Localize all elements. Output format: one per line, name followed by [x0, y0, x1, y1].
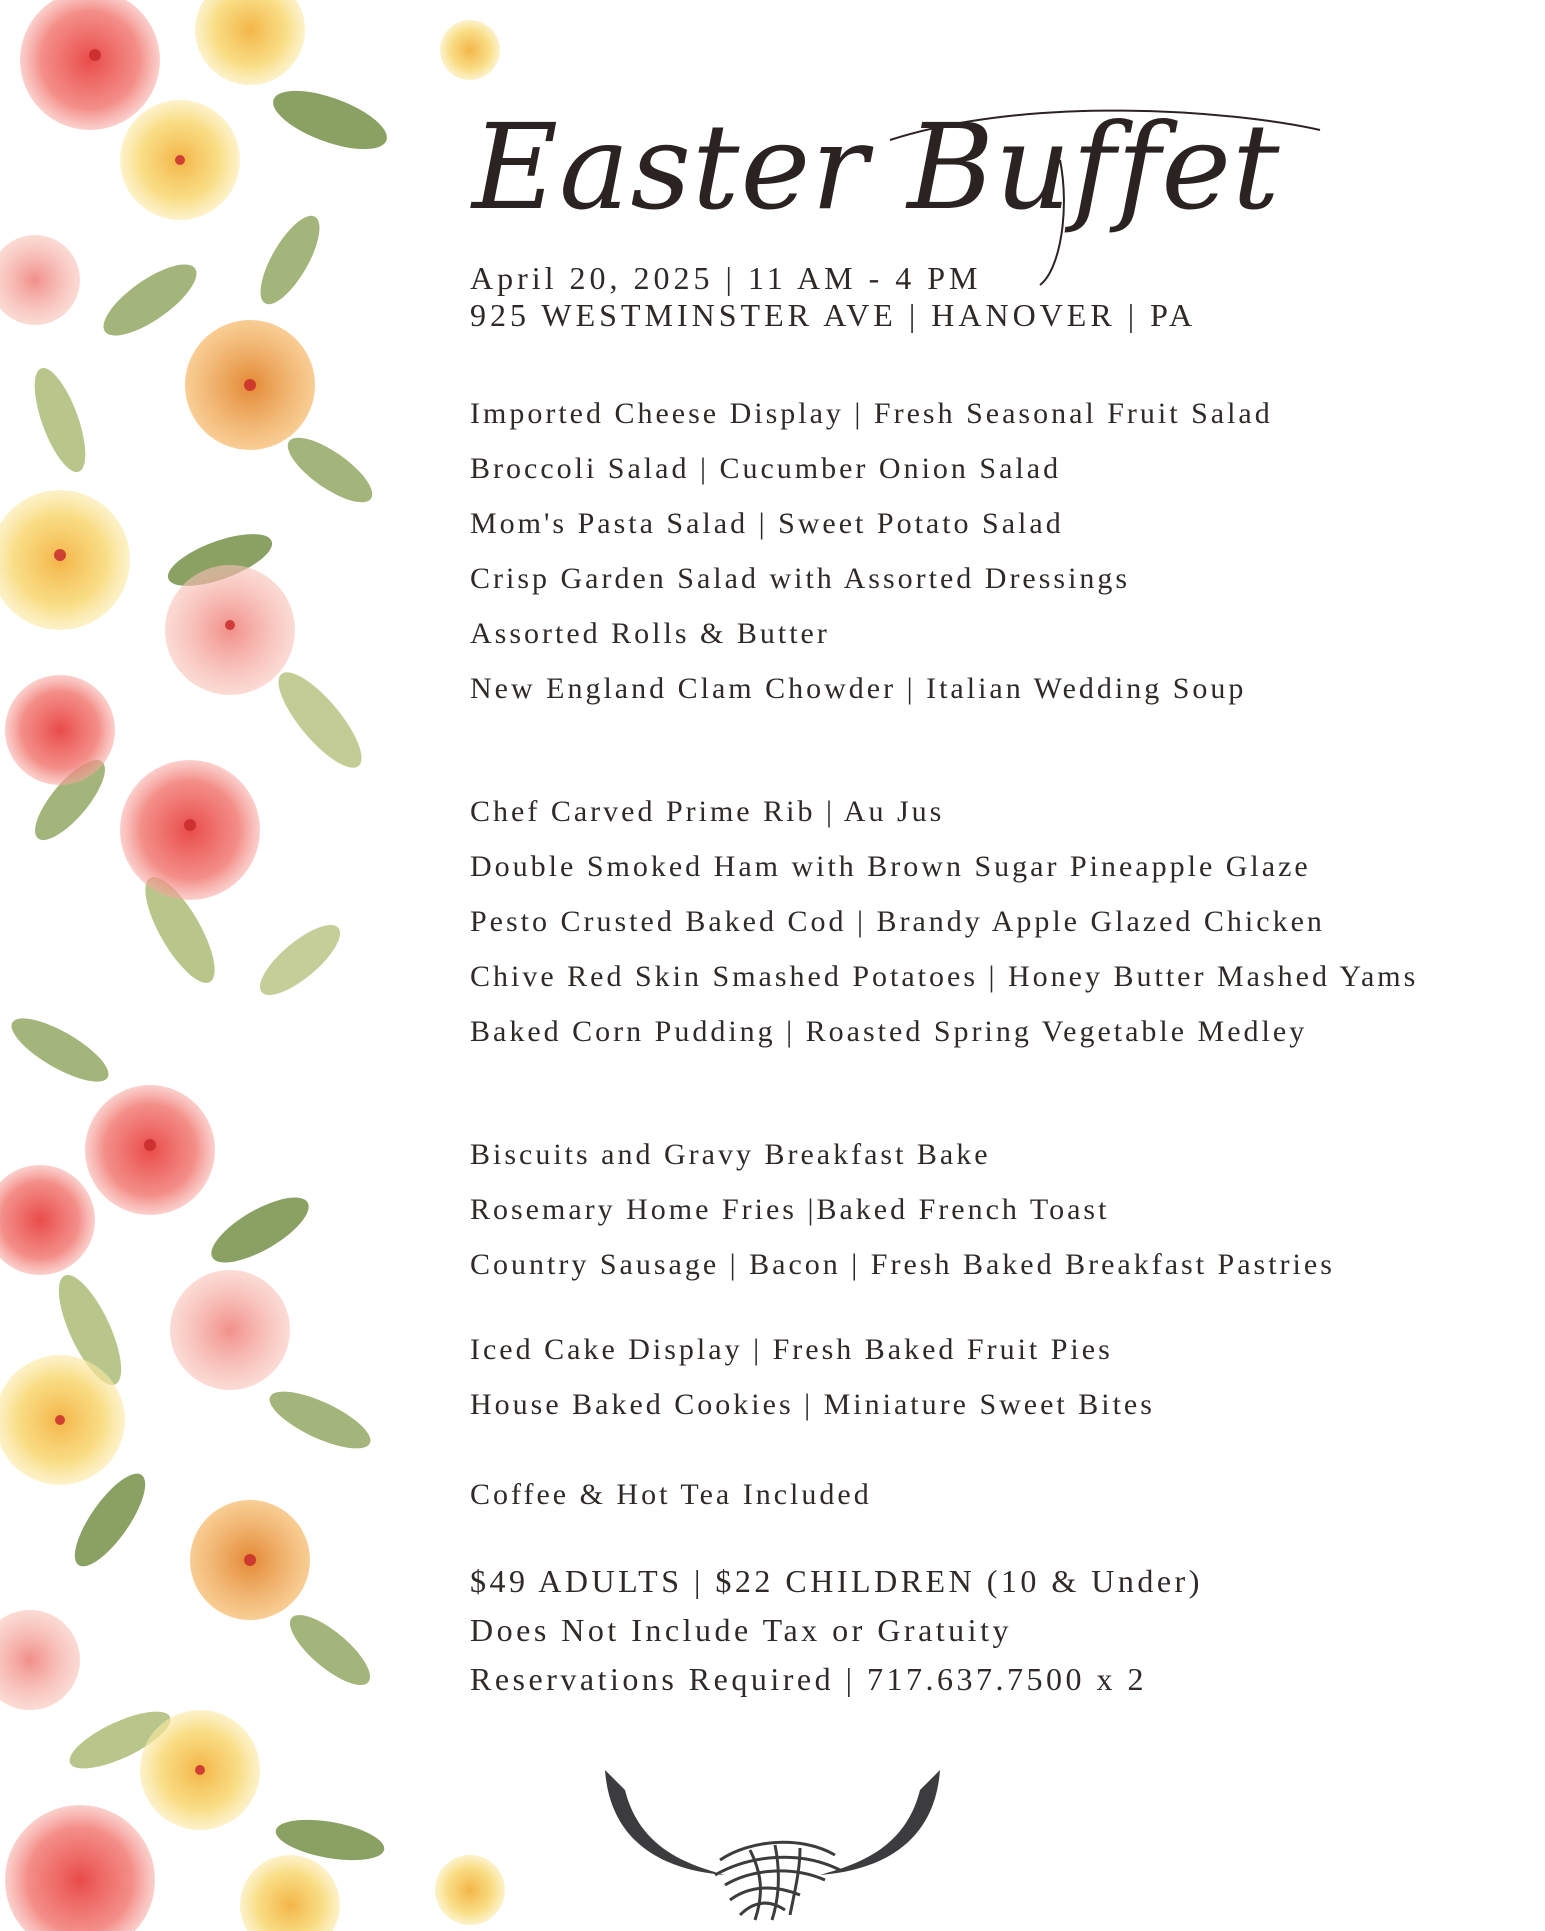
menu-item: Imported Cheese Display | Fresh Seasonal Fruit Salad: [470, 397, 1273, 430]
menu-item: Double Smoked Ham with Brown Sugar Pineapple Glaze: [470, 850, 1311, 883]
menu-section-starters: [470, 386, 1530, 716]
longhorn-bull-icon: [600, 1760, 945, 1925]
menu-item: House Baked Cookies | Miniature Sweet Bites: [470, 1388, 1155, 1421]
reservation-info: Reservations Required | 717.637.7500 x 2: [470, 1661, 1147, 1697]
event-address: 925 WESTMINSTER AVE | HANOVER | PA: [470, 297, 1197, 333]
menu-item: Coffee & Hot Tea Included: [470, 1478, 872, 1511]
tax-note: Does Not Include Tax or Gratuity: [470, 1612, 1012, 1648]
menu-item: Pesto Crusted Baked Cod | Brandy Apple Glazed Chicken: [470, 905, 1325, 938]
menu-item: Crisp Garden Salad with Assorted Dressings: [470, 562, 1131, 595]
menu-item: Chive Red Skin Smashed Potatoes | Honey Butter Mashed Yams: [470, 960, 1419, 993]
menu-item: Baked Corn Pudding | Roasted Spring Vegetable Medley: [470, 1015, 1308, 1048]
price-list: $49 ADULTS | $22 CHILDREN (10 & Under): [470, 1563, 1203, 1599]
pricing-section: [470, 1557, 1530, 1704]
menu-section-breakfast: [470, 1127, 1530, 1292]
menu-item: Iced Cake Display | Fresh Baked Fruit Pies: [470, 1333, 1113, 1366]
flower-cluster: [0, 0, 505, 1931]
menu-item: Broccoli Salad | Cucumber Onion Salad: [470, 452, 1062, 485]
menu-item: Biscuits and Gravy Breakfast Bake: [470, 1138, 991, 1171]
menu-section-entrees: [470, 784, 1530, 1059]
menu-section-beverages: [470, 1467, 1530, 1522]
menu-section-desserts: [470, 1322, 1530, 1432]
menu-item: Chef Carved Prime Rib | Au Jus: [470, 795, 945, 828]
event-date-time: April 20, 2025 | 11 AM - 4 PM: [470, 260, 982, 296]
floral-border-illustration: [0, 0, 520, 1931]
menu-item: Assorted Rolls & Butter: [470, 617, 830, 650]
menu-item: Rosemary Home Fries |Baked French Toast: [470, 1193, 1110, 1226]
page-title: Easter Buffet: [470, 100, 1530, 260]
menu-item: Country Sausage | Bacon | Fresh Baked Breakfast Pastries: [470, 1248, 1335, 1281]
menu-item: Mom's Pasta Salad | Sweet Potato Salad: [470, 507, 1064, 540]
menu-item: New England Clam Chowder | Italian Wedding Soup: [470, 672, 1247, 705]
menu-content: [470, 100, 1530, 1704]
